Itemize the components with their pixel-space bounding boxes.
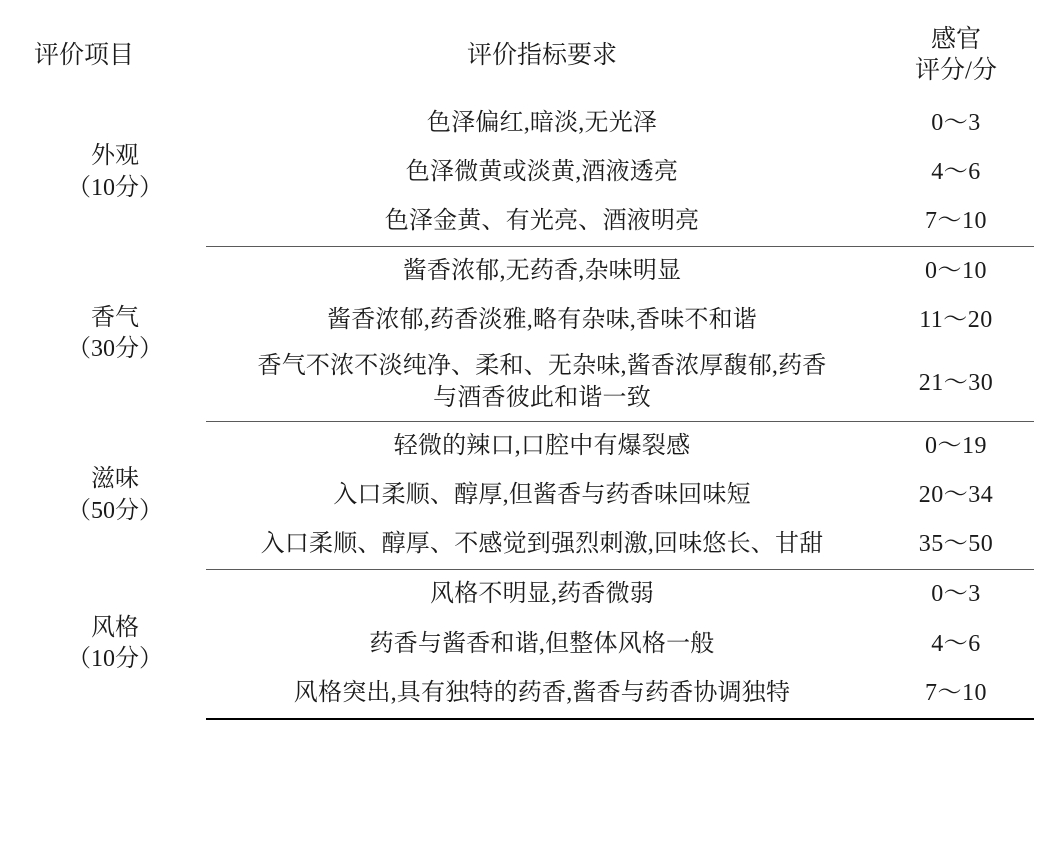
score-cell: 4～6 — [931, 158, 981, 185]
item-group-name: 香气 — [91, 304, 139, 331]
item-group-weight: （30分） — [67, 335, 163, 362]
item-group-name: 外观 — [91, 143, 139, 170]
header-requirement: 评价指标要求 — [466, 41, 617, 69]
table-row — [28, 570, 1034, 620]
score-cell: 35～50 — [878, 520, 1034, 570]
header-item: 评价项目 — [34, 41, 135, 69]
item-group-weight: （10分） — [67, 174, 163, 201]
header-score-line2: 评分/分 — [915, 57, 997, 85]
score-cell: 7～10 — [878, 197, 1034, 247]
table-header — [28, 14, 1034, 99]
requirement-cell: 色泽微黄或淡黄,酒液透亮 — [405, 158, 679, 185]
header-score — [878, 14, 1034, 99]
requirement-cell: 香气不浓不淡纯净、柔和、无杂味,酱香浓厚馥郁,药香与酒香彼此和谐一致 — [206, 345, 878, 421]
requirement-cell: 色泽金黄、有光亮、酒液明亮 — [206, 197, 878, 247]
score-cell: 11～20 — [919, 307, 993, 334]
header-score-line1: 感官 — [930, 26, 981, 53]
table-row — [28, 421, 1034, 471]
item-group-appearance — [28, 99, 206, 247]
table-body — [28, 99, 1034, 719]
table-row — [28, 99, 1034, 148]
requirement-cell: 酱香浓郁,药香淡雅,略有杂味,香味不和谐 — [327, 307, 757, 334]
item-group-name: 滋味 — [91, 466, 139, 493]
item-group-name: 风格 — [91, 615, 139, 642]
score-cell: 20～34 — [918, 481, 994, 508]
score-cell: 0～3 — [931, 581, 981, 608]
header-row — [28, 14, 1034, 99]
requirement-cell: 药香与酱香和谐,但整体风格一般 — [369, 630, 715, 657]
table-row — [28, 247, 1034, 297]
sensory-evaluation-table — [28, 14, 1034, 720]
score-cell: 0～10 — [925, 258, 987, 285]
score-cell: 21～30 — [878, 345, 1034, 421]
requirement-cell: 轻微的辣口,口腔中有爆裂感 — [393, 432, 691, 459]
score-cell: 0～3 — [931, 109, 981, 136]
requirement-cell: 入口柔顺、醇厚,但酱香与药香味回味短 — [333, 481, 751, 508]
item-group-aroma — [28, 247, 206, 422]
item-group-weight: （10分） — [67, 646, 163, 673]
item-group-style — [28, 570, 206, 719]
item-group-weight: （50分） — [67, 497, 163, 524]
requirement-cell: 入口柔顺、醇厚、不感觉到强烈刺激,回味悠长、甘甜 — [206, 520, 878, 570]
requirement-cell: 色泽偏红,暗淡,无光泽 — [426, 109, 658, 136]
requirement-cell: 酱香浓郁,无药香,杂味明显 — [402, 258, 682, 285]
item-group-taste — [28, 421, 206, 570]
score-cell: 7～10 — [878, 669, 1034, 719]
score-cell: 4～6 — [931, 630, 981, 657]
score-cell: 0～19 — [925, 432, 987, 459]
requirement-cell: 风格不明显,药香微弱 — [430, 581, 654, 608]
requirement-cell: 风格突出,具有独特的药香,酱香与药香协调独特 — [206, 669, 878, 719]
